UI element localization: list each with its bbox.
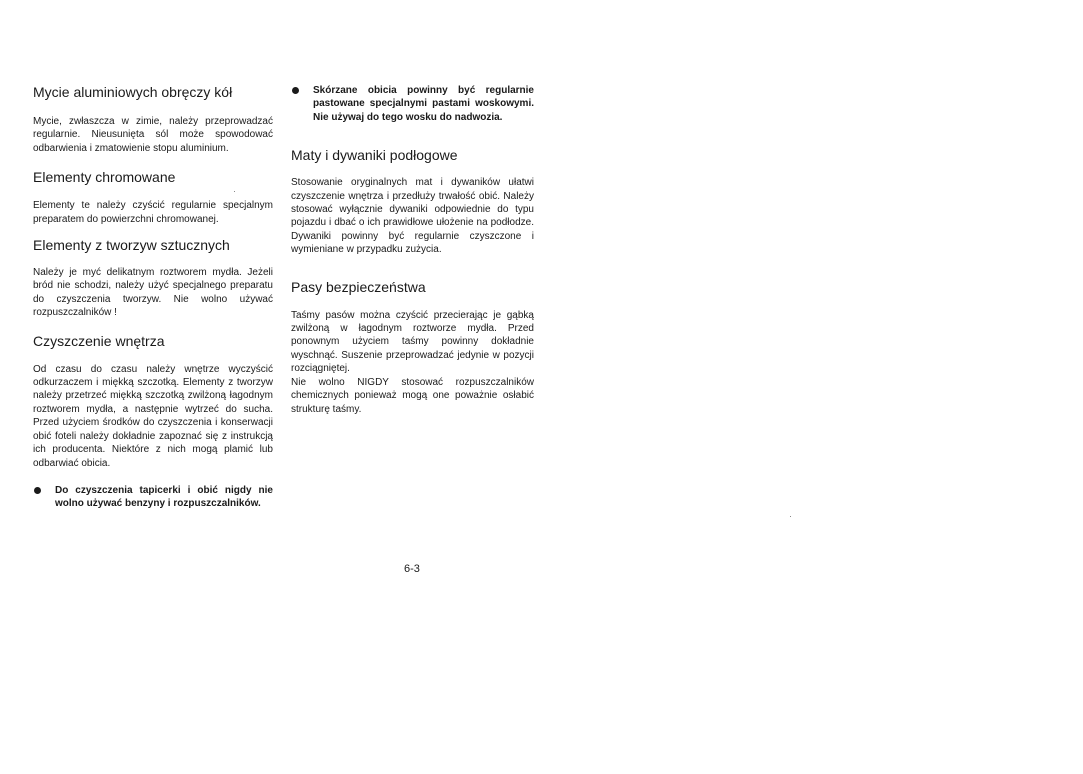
section-body-chrome: Elementy te należy czyścić regularnie specjalnym preparatem do powierzchni chromowanej.	[33, 200, 273, 225]
section-body-aluminium-wheels: Mycie, zwłaszcza w zimie, należy przeprowadzać regularnie. Nieusunięta sól może spowodować odbarwienia i zmatowienie stopu aluminium.	[33, 116, 273, 154]
section-heading-interior: Czyszczenie wnętrza	[33, 332, 165, 349]
section-body-mats: Stosowanie oryginalnych mat i dywaników ułatwi czyszczenie wnętrza i przedłuży trwałość obić. Należy stosować wyłącznie dywaniki odpowiednie do typu pojazdu i dbać o ich prawidłowe ułożenie na podłodze. Dywaniki powinny być regularnie czyszczone i wymieniane w przypadku zużycia.	[291, 177, 534, 256]
section-heading-plastics: Elementy z tworzyw sztucznych	[33, 237, 230, 254]
left-column	[33, 84, 273, 511]
bullet-dot-icon	[34, 487, 41, 494]
warning-text-upholstery: Do czyszczenia tapicerki i obić nigdy nie wolno używać benzyny i rozpuszczalników.	[55, 484, 273, 510]
scan-speck	[234, 191, 235, 192]
section-heading-aluminium-wheels: Mycie aluminiowych obręczy kół	[33, 84, 233, 100]
section-heading-seatbelts: Pasy bezpieczeństwa	[291, 278, 426, 295]
warning-text-leather: Skórzane obicia powinny być regularnie pastowane specjalnymi pastami woskowymi. Nie używaj do tego wosku do nadwozia.	[313, 85, 534, 123]
page-number: 6-3	[404, 563, 420, 575]
section-body-seatbelts: Taśmy pasów można czyścić przecierając je gąbką zwilżoną w łagodnym roztworze mydła. Przed ponownym użyciem taśmy powinny dokładnie wyschnąć. Suszenie przeprowadzać jedynie w pozycji rozciągniętej.	[291, 309, 534, 375]
scan-speck	[790, 516, 791, 517]
warning-bullet-upholstery	[33, 484, 273, 511]
section-heading-mats: Maty i dywaniki podłogowe	[291, 147, 458, 164]
section-body-seatbelts-warning: Nie wolno NIGDY stosować rozpuszczalników chemicznych ponieważ mogą one poważnie osłabić strukturę taśmy.	[291, 376, 534, 415]
section-heading-chrome: Elementy chromowane	[33, 169, 176, 186]
section-body-plastics: Należy je myć delikatnym roztworem mydła. Jeżeli bród nie schodzi, należy użyć specjalnego preparatu do czyszczenia tworzyw. Nie wolno używać rozpuszczalników !	[33, 267, 273, 319]
section-body-interior: Od czasu do czasu należy wnętrze wyczyścić odkurzaczem i miękką szczotką. Elementy z tworzyw należy przetrzeć miękką szczotką zwilżoną łagodnym roztworem mydła, a następnie wytrzeć do sucha. Przed użyciem środków do czyszczenia i konserwacji obić foteli należy dokładnie zapoznać się z instrukcją ich producenta. Niektóre z nich mogą plamić lub odbarwiać obicia.	[33, 363, 273, 469]
right-column	[291, 84, 534, 416]
warning-bullet-leather	[291, 84, 534, 124]
bullet-dot-icon	[292, 87, 299, 94]
